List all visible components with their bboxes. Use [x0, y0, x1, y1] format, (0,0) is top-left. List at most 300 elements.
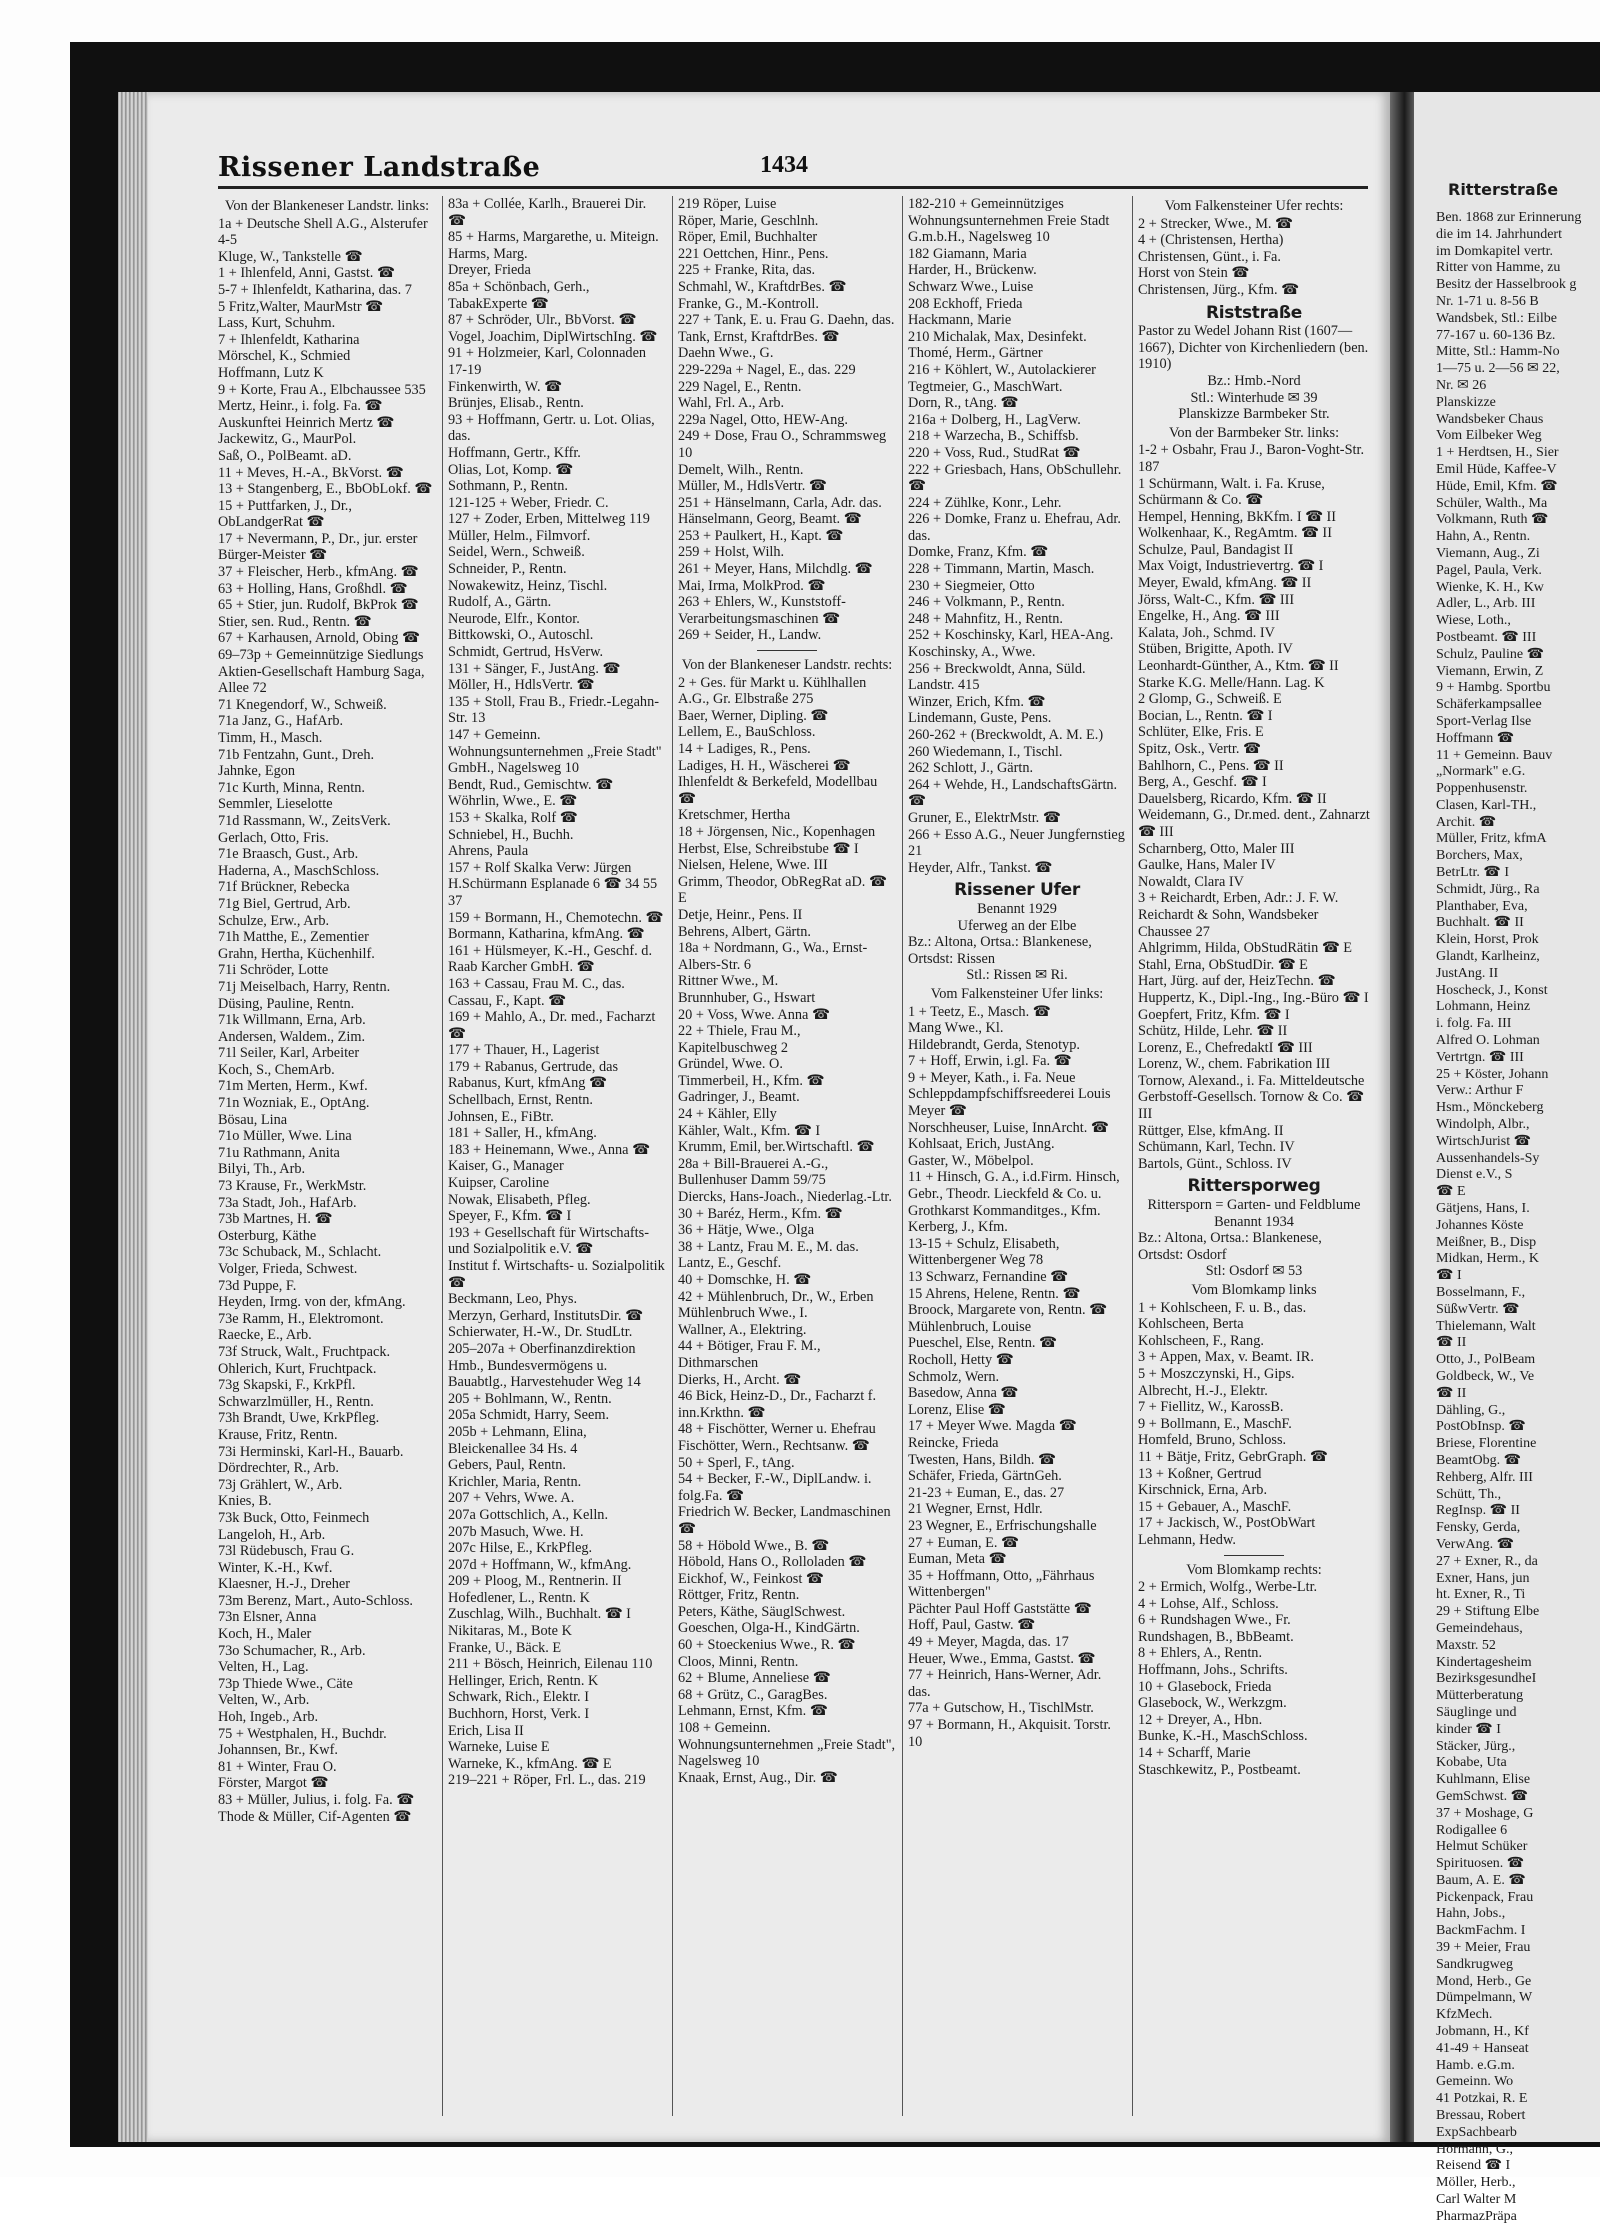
directory-entry: Viemann, Aug., Zi — [1436, 545, 1540, 561]
directory-entry: Pächter Paul Hoff Gaststätte ☎ — [908, 1600, 1092, 1617]
directory-entry: 205–207a + Oberfinanzdirektion Hmb., Bundesvermögens u. Bauabtlg., Harvestehuder Weg 14 — [448, 1340, 641, 1391]
directory-entry: Wahl, Frl. A., Arb. — [678, 395, 785, 412]
directory-entry: Stäcker, Jürg., — [1436, 1738, 1516, 1754]
directory-entry: Euman, Meta ☎ — [908, 1551, 1007, 1568]
directory-entry: Gründel, Wwe. O. — [678, 1056, 783, 1073]
directory-entry: Maxstr. 52 — [1436, 1637, 1496, 1653]
directory-entry: Bressau, Robert — [1436, 2108, 1526, 2124]
directory-entry: Baum, A. E. ☎ — [1436, 1872, 1526, 1888]
directory-entry: Scharnberg, Otto, Maler III — [1138, 840, 1295, 857]
directory-entry: 207c Hilse, E., KrkPfleg. — [448, 1540, 593, 1557]
directory-entry: Ladiges, H. H., Wäscherei ☎ — [678, 757, 851, 774]
directory-entry: Beckmann, Leo, Phys. — [448, 1291, 578, 1308]
directory-entry: Lorenz, Elise ☎ — [908, 1401, 1006, 1418]
directory-entry: 71c Kurth, Minna, Rentn. — [218, 779, 365, 796]
directory-entry: Institut f. Wirtschafts- u. Sozialpolitik ☎ — [448, 1258, 665, 1291]
directory-entry: Diercks, Hans-Joach., Niederlag.-Ltr. — [678, 1189, 892, 1206]
directory-entry: Müller, Helm., Filmvorf. — [448, 527, 591, 544]
directory-entry: Hahn, Jobs., — [1436, 1906, 1506, 1922]
column-divider — [902, 196, 903, 2116]
directory-entry: 71h Matthe, E., Zementier — [218, 929, 369, 946]
directory-entry: 77 + Heinrich, Hans-Werner, Adr. das. — [908, 1667, 1102, 1700]
directory-entry: Nowakewitz, Heinz, Tischl. — [448, 577, 608, 594]
directory-entry: Warneke, K., kfmAng. ☎ E — [448, 1755, 612, 1772]
directory-entry: Wiese, Loth., — [1436, 613, 1511, 629]
directory-entry: Meißner, B., Disp — [1436, 1234, 1537, 1250]
directory-entry: Stier, sen. Rud., Rentn. ☎ — [218, 613, 372, 630]
directory-entry: 36 + Hätje, Wwe., Olga — [678, 1222, 815, 1239]
directory-entry: 4 + Lohse, Alf., Schloss. — [1138, 1595, 1279, 1612]
directory-entry: Schmidt, Jürg., Ra — [1436, 881, 1540, 897]
directory-entry: Ihlenfeldt & Berkefeld, Modellbau ☎ — [678, 774, 878, 807]
directory-entry: Schmidt, Gertrud, HsVerw. — [448, 644, 604, 661]
directory-entry: Müller, Fritz, kfmA — [1436, 831, 1547, 847]
directory-entry: Tank, Ernst, KraftdrBes. ☎ — [678, 328, 840, 345]
directory-entry: 157 + Rolf Skalka Verw: Jürgen H.Schürmann Esplanade 6 ☎ 34 55 37 — [448, 859, 658, 909]
directory-entry: Koschinsky, A., Wwe. — [908, 644, 1036, 661]
directory-entry: Krichler, Maria, Rentn. — [448, 1473, 582, 1490]
directory-entry: 73k Buck, Otto, Feinmech — [218, 1509, 370, 1526]
directory-entry: Hofedlener, L., Rentn. K — [448, 1589, 590, 1606]
directory-entry: 71n Wozniak, E., OptAng. — [218, 1095, 370, 1112]
directory-entry: VerwAng. ☎ — [1436, 1536, 1515, 1552]
directory-entry: Christensen, Günt., i. Fa. — [1138, 248, 1281, 265]
directory-entry: Kluge, W., Tankstelle ☎ — [218, 248, 363, 265]
directory-entry: Hoff, Paul, Gastw. ☎ — [908, 1617, 1036, 1634]
directory-entry: Hart, Jürg. auf der, HeizTechn. ☎ — [1138, 973, 1336, 990]
directory-entry: 29 + Stiftung Elbe — [1436, 1604, 1540, 1620]
directory-entry: 7 + Hoff, Erwin, i.gl. Fa. ☎ — [908, 1053, 1072, 1070]
directory-entry: Gerlach, Otto, Fris. — [218, 829, 329, 846]
directory-entry: Stl.: Rissen ✉ Ri. — [966, 967, 1068, 984]
directory-entry: Dienst e.V., S — [1436, 1167, 1513, 1183]
directory-entry: 207a Gottschlich, A., Kelln. — [448, 1506, 609, 1523]
directory-entry: 71g Biel, Gertrud, Arb. — [218, 895, 351, 912]
directory-entry: Lindemann, Guste, Pens. — [908, 710, 1052, 727]
directory-entry: Bartols, Günt., Schloss. IV — [1138, 1155, 1292, 1172]
directory-entry: 77-167 u. 60-136 Bz. — [1436, 327, 1556, 343]
directory-entry: 207b Masuch, Wwe. H. — [448, 1523, 584, 1540]
directory-entry: Schäferkampsallee — [1436, 697, 1542, 713]
directory-entry: Bocian, L., Rentn. ☎ I — [1138, 707, 1273, 724]
directory-entry: 71k Willmann, Erna, Arb. — [218, 1012, 366, 1029]
directory-entry: 73i Herminski, Karl-H., Bauarb. — [218, 1443, 404, 1460]
directory-entry: 159 + Bormann, H., Chemotechn. ☎ — [448, 909, 664, 926]
directory-entry: Jackewitz, G., MaurPol. — [218, 431, 357, 448]
directory-entry: Rüttger, Else, kfmAng. II — [1138, 1122, 1284, 1139]
directory-entry: Lass, Kurt, Schuhm. — [218, 315, 336, 332]
directory-entry: Lellem, E., BauSchloss. — [678, 724, 816, 741]
directory-entry: Bahlhorn, C., Pens. ☎ II — [1138, 757, 1284, 774]
directory-entry: Baer, Werner, Dipling. ☎ — [678, 707, 829, 724]
directory-entry: 71o Müller, Wwe. Lina — [218, 1128, 352, 1145]
directory-entry: 161 + Hülsmeyer, K.-H., Geschf. d. Raab Karcher GmbH. ☎ — [448, 942, 653, 976]
directory-entry: Jörss, Walt-C., Kfm. ☎ III — [1138, 591, 1295, 608]
directory-entry: Glandt, Karlheinz, — [1436, 949, 1540, 965]
directory-entry: Schäfer, Frieda, GärtnGeh. — [908, 1468, 1062, 1485]
directory-entry: Mond, Herb., Ge — [1436, 1973, 1532, 1989]
directory-entry: 27 + Exner, R., da — [1436, 1553, 1538, 1569]
directory-entry: Vogel, Joachim, DiplWirtschIng. ☎ — [448, 328, 658, 345]
directory-entry: 97 + Bormann, H., Akquisit. Torstr. 10 — [908, 1717, 1111, 1750]
directory-entry: Glasebock, W., Werkzgm. — [1138, 1695, 1287, 1712]
directory-entry: Rudolf, A., Gärtn. — [448, 594, 552, 611]
directory-entry: Grahn, Hertha, Küchenhilf. — [218, 945, 375, 962]
directory-entry: Sport-Verlag Ilse — [1436, 713, 1532, 729]
directory-entry: 9 + Korte, Frau A., Elbchaussee 535 — [218, 381, 426, 398]
directory-entry: Otto, J., PolBeam — [1436, 1352, 1536, 1368]
directory-entry: Johannes Köste — [1436, 1217, 1524, 1233]
directory-entry: 253 + Paulkert, H., Kapt. ☎ — [678, 527, 844, 544]
directory-entry: 27 + Euman, E. ☎ — [908, 1534, 1019, 1551]
directory-entry: Engelke, H., Ang. ☎ III — [1138, 608, 1280, 625]
directory-entry: Friedrich W. Becker, Landmaschinen ☎ — [678, 1504, 891, 1537]
directory-entry: Semmler, Lieselotte — [218, 796, 333, 813]
directory-entry: Auskunftei Heinrich Mertz ☎ — [218, 414, 395, 431]
directory-entry: Dähling, G., — [1436, 1402, 1506, 1418]
directory-entry: Wallner, A., Elektring. — [678, 1321, 807, 1338]
directory-entry: Mertz, Heinr., i. folg. Fa. ☎ — [218, 398, 383, 415]
directory-entry: 14 + Ladiges, R., Pens. — [678, 741, 811, 757]
directory-entry: 71m Merten, Herm., Kwf. — [218, 1078, 368, 1095]
directory-entry: Cloos, Minni, Rentn. — [678, 1653, 799, 1670]
directory-entry: Archit. ☎ — [1436, 814, 1497, 830]
directory-entry: 71j Meiselbach, Harry, Rentn. — [218, 978, 391, 995]
directory-entry: 44 + Bötiger, Frau F. M., Dithmarschen — [678, 1338, 821, 1371]
directory-entry: Krause, Fritz, Rentn. — [218, 1426, 338, 1443]
directory-entry: 225 + Franke, Rita, das. — [678, 262, 816, 279]
directory-entry: Hsm., Mönckeberg — [1436, 1100, 1544, 1116]
directory-entry: Gaster, W., Möbelpol. — [908, 1152, 1034, 1169]
directory-entry: BetrLtr. ☎ I — [1436, 865, 1510, 881]
directory-entry: Ohlerich, Kurt, Fruchtpack. — [218, 1360, 377, 1377]
directory-entry: Haderna, A., MaschSchloss. — [218, 862, 380, 879]
directory-entry: 183 + Heinemann, Wwe., Anna ☎ — [448, 1141, 650, 1158]
directory-entry: Lorenz, W., chem. Fabrikation III — [1138, 1056, 1331, 1073]
directory-entry: 177 + Thauer, H., Lagerist — [448, 1042, 600, 1059]
directory-entry: Dauelsberg, Ricardo, Kfm. ☎ II — [1138, 790, 1327, 807]
directory-entry: ☎ I — [1436, 1268, 1462, 1284]
directory-entry: Volger, Frieda, Schwest. — [218, 1261, 358, 1277]
directory-entry: Grimm, Theodor, ObRegRat aD. ☎ E — [678, 873, 887, 907]
directory-entry: Fensky, Gerda, — [1436, 1520, 1521, 1536]
directory-entry: Spitz, Osk., Vertr. ☎ — [1138, 741, 1261, 757]
directory-entry: Schierwater, H.-W., Dr. StudLtr. — [448, 1324, 633, 1341]
directory-entry: Säuglinge und — [1436, 1704, 1517, 1720]
directory-entry: Christensen, Jürg., Kfm. ☎ — [1138, 281, 1299, 298]
directory-entry: Klaesner, H.-J., Dreher — [218, 1576, 351, 1593]
directory-entry: 262 Schlott, J., Gärtn. — [908, 760, 1034, 777]
directory-entry: 218 + Warzecha, B., Schiffsb. — [908, 428, 1079, 445]
directory-entry: Wolkenhaar, K., RegAmtm. ☎ II — [1138, 525, 1332, 542]
directory-entry: 68 + Grütz, C., GaragBes. — [678, 1686, 828, 1703]
directory-entry: Meyer, Ewald, kfmAng. ☎ II — [1138, 575, 1312, 592]
directory-entry: 69–73p + Gemeinnützige Siedlungs Aktien-Gesellschaft Hamburg Saga, Allee 72 — [218, 647, 425, 697]
directory-entry: 48 + Fischötter, Werner u. Ehefrau — [678, 1421, 876, 1438]
directory-entry: Höbold, Hans O., Rolloladen ☎ — [678, 1554, 867, 1571]
directory-entry: 20 + Voss, Wwe. Anna ☎ — [678, 1006, 830, 1023]
directory-entry: kinder ☎ I — [1436, 1721, 1501, 1737]
directory-entry: Kretschmer, Hertha — [678, 807, 791, 824]
directory-entry: Schmolz, Wern. — [908, 1368, 1000, 1385]
directory-entry: Stahl, Erna, ObStudDir. ☎ E — [1138, 956, 1308, 973]
directory-entry: Bendt, Rud., Gemischtw. ☎ — [448, 776, 614, 793]
directory-entry: 54 + Becker, F.-W., DiplLandw. i. folg.Fa. ☎ — [678, 1471, 872, 1504]
directory-entry: 65 + Stier, jun. Rudolf, BkProk ☎ — [218, 597, 419, 614]
directory-entry: 73n Elsner, Anna — [218, 1609, 317, 1626]
directory-entry: Mitte, Stl.: Hamm-No — [1436, 344, 1560, 360]
directory-entry: Lorenz, E., ChefredaktI ☎ III — [1138, 1039, 1313, 1056]
directory-entry: 46 Bick, Heinz-D., Dr., Facharzt f. inn.Krkthn. ☎ — [678, 1388, 877, 1421]
directory-entry: Koch, H., Maler — [218, 1626, 312, 1643]
directory-entry: Johannsen, Br., Kwf. — [218, 1742, 338, 1759]
directory-entry: Winzer, Erich, Kfm. ☎ — [908, 693, 1046, 710]
directory-entry: Zuschlag, Wilh., Buchhalt. ☎ I — [448, 1606, 631, 1623]
directory-entry: Kohlsaat, Erich, JustAng. — [908, 1136, 1055, 1153]
directory-entry: Hormann, G., — [1436, 2141, 1513, 2157]
directory-entry: 210 Michalak, Max, Desinfekt. — [908, 328, 1087, 345]
directory-entry: Kähler, Walt., Kfm. ☎ I — [678, 1122, 821, 1139]
directory-entry: Wandsbeker Chaus — [1436, 411, 1544, 427]
directory-entry: Mai, Irma, MolkProd. ☎ — [678, 577, 826, 594]
directory-entry: Planskizze Barmbeker Str. — [1178, 406, 1330, 423]
directory-entry: Helmut Schüker — [1436, 1839, 1528, 1855]
directory-entry: Johnsen, E., FiBtr. — [448, 1108, 554, 1125]
directory-entry: Dorn, R., tAng. ☎ — [908, 395, 1019, 412]
directory-entry: PharmazPräpa — [1436, 2208, 1517, 2224]
directory-entry: Daehn Wwe., G. — [678, 345, 774, 362]
directory-entry: Speyer, F., Kfm. ☎ I — [448, 1208, 572, 1225]
directory-entry: 25 + Köster, Johann — [1436, 1066, 1549, 1082]
directory-entry: Bilyi, Th., Arb. — [218, 1161, 306, 1178]
directory-entry: Mühlenbruch Wwe., I. — [678, 1305, 808, 1322]
directory-entry: Mörschel, K., Schmied — [218, 348, 351, 365]
directory-entry: 2 + Ermich, Wolfg., Werbe-Ltr. — [1138, 1579, 1318, 1596]
directory-entry: Seidel, Wern., Schweiß. — [448, 544, 585, 561]
directory-entry: Rocholl, Hetty ☎ — [908, 1351, 1014, 1368]
directory-entry: Sothmann, P., Rentn. — [448, 478, 568, 495]
directory-entry: Kobabe, Uta — [1436, 1755, 1507, 1771]
directory-entry: 5 Fritz,Walter, MaurMstr ☎ — [218, 298, 383, 315]
directory-entry: 60 + Stoeckenius Wwe., R. ☎ — [678, 1637, 856, 1654]
directory-entry: Domke, Franz, Kfm. ☎ — [908, 544, 1049, 561]
directory-entry: 17 + Nevermann, P., Dr., jur. erster Bürger-Meister ☎ — [218, 530, 418, 564]
directory-entry: 9 + Bollmann, E., MaschF. — [1138, 1415, 1292, 1432]
directory-entry: 219–221 + Röper, Frl. L., das. 219 — [448, 1772, 646, 1789]
directory-entry: Ben. 1868 zur Erinnerung — [1436, 210, 1582, 225]
directory-entry: Schütz, Hilde, Lehr. ☎ II — [1138, 1023, 1288, 1040]
directory-entry: Exner, Hans, jun — [1436, 1570, 1530, 1586]
section-heading: Vom Blomkamp links — [1191, 1282, 1317, 1298]
directory-entry: Aussenhandels-Sy — [1436, 1150, 1540, 1166]
directory-entry: ☎ II — [1436, 1385, 1467, 1401]
directory-entry: Staschkewitz, P., Postbeamt. — [1138, 1761, 1301, 1778]
directory-entry: 1 + Ihlenfeld, Anni, Gastst. ☎ — [218, 265, 395, 282]
directory-entry: Erich, Lisa II — [448, 1722, 524, 1739]
directory-entry: Bösau, Lina — [218, 1111, 288, 1128]
directory-entry: Hildebrandt, Gerda, Stenotyp. — [908, 1036, 1080, 1053]
directory-entry: Wöhrlin, Wwe., E. ☎ — [448, 793, 578, 810]
directory-entry: 21-23 + Euman, E., das. 27 — [908, 1484, 1065, 1501]
directory-entry: 248 + Mahnfitz, H., Rentn. — [908, 610, 1063, 627]
directory-entry: 71e Braasch, Gust., Arb. — [218, 846, 359, 863]
directory-entry: Kohlscheen, Berta — [1138, 1316, 1244, 1333]
directory-entry: Twesten, Hans, Bildh. ☎ — [908, 1451, 1056, 1468]
directory-entry: Velten, H., Lag. — [218, 1659, 309, 1676]
directory-entry: 266 + Esso A.G., Neuer Jungfernstieg 21 — [908, 826, 1125, 860]
directory-entry: 71a Janz, G., HafArb. — [218, 713, 344, 730]
directory-entry: Osterburg, Käthe — [218, 1227, 317, 1244]
directory-entry: Hellinger, Erich, Rentn. K — [448, 1672, 599, 1689]
directory-entry: 1-2 + Osbahr, Frau J., Baron-Voght-Str. 187 — [1138, 442, 1365, 475]
directory-entry: Timmerbeil, H., Kfm. ☎ — [678, 1072, 825, 1089]
street-heading: Rissener Ufer — [954, 880, 1080, 901]
directory-entry: 260-262 + (Breckwoldt, A. M. E.) — [908, 727, 1104, 743]
directory-entry: 269 + Seider, H., Landw. — [678, 627, 822, 644]
directory-entry: 252 + Koschinsky, Karl, HEA-Ang. — [908, 627, 1114, 644]
directory-entry: PostObInsp. ☎ — [1436, 1419, 1526, 1435]
directory-entry: Nielsen, Helene, Wwe. III — [678, 857, 828, 874]
directory-entry: Schütt, Th., — [1436, 1486, 1502, 1502]
directory-entry: Röper, Emil, Buchhalter — [678, 229, 818, 246]
directory-entry: Viemann, Erwin, Z — [1436, 663, 1544, 679]
directory-entry: 38 + Lantz, Frau M. E., M. das. — [678, 1238, 859, 1255]
directory-entry: 230 + Siegmeier, Otto — [908, 577, 1035, 594]
directory-entry: 17 + Meyer Wwe. Magda ☎ — [908, 1418, 1077, 1435]
directory-entry: 73g Skapski, F., KrkPfl. — [218, 1377, 356, 1394]
directory-entry: Windolph, Albr., — [1436, 1117, 1530, 1133]
directory-entry: Buchhalt. ☎ II — [1436, 915, 1524, 931]
directory-entry: 71u Rathmann, Anita — [218, 1144, 340, 1161]
directory-entry: 261 + Meyer, Hans, Milchdlg. ☎ — [678, 561, 873, 578]
directory-entry: Hahn, A., Rentn. — [1436, 529, 1531, 545]
directory-entry: 256 + Breckwoldt, Anna, Süld. Landstr. 415 — [908, 660, 1086, 694]
directory-entry: i. folg. Fa. III — [1436, 1016, 1512, 1032]
directory-entry: Schwarz Wwe., Luise — [908, 278, 1034, 295]
street-header: Rissener Landstraße — [218, 152, 541, 183]
directory-column-3 — [678, 196, 896, 2116]
directory-entry: 73d Puppe, F. — [218, 1277, 297, 1294]
directory-entry: 249 + Dose, Frau O., Schrammsweg 10 — [678, 428, 887, 461]
directory-entry: Lehmann, Ernst, Kfm. ☎ — [678, 1703, 828, 1720]
directory-entry: Klein, Horst, Prok — [1436, 932, 1539, 948]
directory-entry: ☎ II — [1436, 1335, 1467, 1351]
directory-entry: 263 + Ehlers, W., Kunststoff-Verarbeitungsmaschinen ☎ — [678, 594, 846, 627]
section-heading: Vom Falkensteiner Ufer rechts: — [1164, 198, 1344, 214]
directory-entry: 10 + Glasebock, Frieda — [1138, 1678, 1272, 1695]
directory-entry: 11 + Bätje, Fritz, GebrGraph. ☎ — [1138, 1448, 1328, 1465]
directory-entry: BeamtObg. ☎ — [1436, 1452, 1522, 1468]
directory-entry: 7 + Fiellitz, W., KarossB. — [1138, 1399, 1284, 1416]
directory-entry: Sandkrugweg — [1436, 1956, 1513, 1972]
directory-entry: Clasen, Karl-TH., — [1436, 797, 1537, 813]
directory-entry: 221 Oettchen, Hinr., Pens. — [678, 245, 829, 262]
directory-column-5 — [1138, 196, 1370, 2116]
directory-entry: Goepfert, Fritz, Kfm. ☎ I — [1138, 1006, 1290, 1023]
directory-entry: Rehberg, Alfr. III — [1436, 1469, 1533, 1485]
header-rule — [218, 186, 1368, 189]
directory-entry: Detje, Heinr., Pens. II — [678, 906, 803, 923]
directory-entry: 2 + Strecker, Wwe., M. ☎ — [1138, 215, 1293, 232]
directory-entry: 73f Struck, Walt., Fruchtpack. — [218, 1343, 391, 1360]
directory-column-4 — [908, 196, 1126, 2116]
directory-column-2 — [448, 196, 666, 2116]
directory-entry: Möller, H., HdlsVertr. ☎ — [448, 677, 595, 694]
next-page-street-header: Ritterstraße — [1448, 180, 1559, 199]
directory-entry: SüßwVertr. ☎ — [1436, 1301, 1520, 1317]
directory-entry: Timm, H., Masch. — [218, 730, 323, 746]
directory-entry: Nr. ✉ 26 — [1436, 377, 1487, 393]
directory-entry: Pagel, Paula, Verk. — [1436, 562, 1542, 578]
directory-entry: 121-125 + Weber, Friedr. C. — [448, 494, 609, 511]
directory-entry: 108 + Gemeinn. Wohnungsunternehmen „Freie Stadt", Nagelsweg 10 — [678, 1720, 896, 1770]
street-heading: Rittersporweg — [1187, 1176, 1321, 1197]
directory-entry: Briese, Florentine — [1436, 1436, 1537, 1452]
directory-entry: Hoffmann ☎ — [1436, 730, 1515, 746]
directory-entry: Pickenpack, Frau — [1436, 1889, 1534, 1905]
directory-entry: 12 + Dreyer, A., Hbn. — [1138, 1711, 1263, 1728]
directory-entry: 41-49 + Hanseat — [1436, 2040, 1529, 2056]
directory-entry: 11 + Gemeinn. Bauv — [1436, 747, 1553, 763]
directory-entry: Neurode, Elfr., Kontor. — [448, 610, 580, 627]
directory-entry: 73h Brandt, Uwe, KrkPfleg. — [218, 1410, 380, 1427]
directory-entry: 63 + Holling, Hans, Großhdl. ☎ — [218, 580, 408, 597]
directory-entry: Kuhlmann, Elise — [1436, 1772, 1531, 1788]
directory-entry: 71f Brückner, Rebecka — [218, 879, 350, 896]
directory-entry: Nowak, Elisabeth, Pfleg. — [448, 1191, 591, 1208]
section-heading: Von der Blankeneser Landstr. links: — [224, 198, 430, 214]
directory-entry: 147 + Gemeinn. Wohnungsunternehmen „Freie Stadt" GmbH., Nagelsweg 10 — [448, 727, 662, 777]
directory-entry: Planthaber, Eva, — [1436, 898, 1528, 914]
directory-entry: Jahnke, Egon — [218, 763, 296, 780]
directory-entry: 208 Eckhoff, Frieda — [908, 295, 1023, 312]
directory-entry: Spirituosen. ☎ — [1436, 1856, 1525, 1872]
directory-entry: Dümpelmann, W — [1436, 1990, 1533, 2006]
section-separator — [1224, 1555, 1284, 1556]
directory-entry: Raecke, E., Arb. — [218, 1327, 312, 1344]
directory-entry: Starke K.G. Melle/Hann. Lag. K — [1138, 674, 1325, 691]
directory-entry: 224 + Zühlke, Konr., Lehr. — [908, 494, 1062, 511]
directory-entry: 207d + Hoffmann, W., kfmAng. — [448, 1556, 632, 1573]
directory-entry: Velten, W., Arb. — [218, 1692, 310, 1709]
street-heading: Riststraße — [1205, 302, 1303, 323]
next-page-column — [1436, 210, 1600, 2224]
directory-entry: 9 + Hambg. Sportbu — [1436, 680, 1551, 696]
directory-entry: Nowaldt, Clara IV — [1138, 873, 1245, 890]
directory-entry: 24 + Kähler, Elly — [678, 1106, 777, 1123]
directory-entry: Koch, S., ChemArb. — [218, 1061, 335, 1078]
directory-entry: 14 + Scharff, Marie — [1138, 1745, 1251, 1762]
directory-entry: Schulze, Erw., Arb. — [218, 912, 330, 929]
directory-entry: Stl.: Winterhude ✉ 39 — [1190, 389, 1318, 406]
directory-entry: 207 + Vehrs, Wwe. A. — [448, 1490, 575, 1507]
directory-entry: Knies, B. — [218, 1493, 272, 1510]
directory-entry: 13 + Koßner, Gertrud — [1138, 1465, 1262, 1482]
directory-entry: 18a + Nordmann, G., Wa., Ernst-Albers-Str. 6 — [678, 940, 868, 973]
directory-entry: Kuipser, Caroline — [448, 1175, 550, 1192]
directory-entry: 205a Schmidt, Harry, Seem. — [448, 1407, 610, 1424]
directory-entry: 6 + Rundshagen Wwe., Fr. — [1138, 1612, 1291, 1629]
directory-entry: Krumm, Emil, ber.Wirtschaftl. ☎ — [678, 1139, 875, 1156]
directory-entry: Kaiser, G., Manager — [448, 1158, 564, 1175]
directory-entry: 73 Krause, Fr., WerkMstr. — [218, 1178, 367, 1195]
directory-entry: 41 Potzkai, R. E — [1436, 2091, 1528, 2107]
directory-entry: 49 + Meyer, Magda, das. 17 — [908, 1634, 1069, 1651]
directory-entry: Heuer, Wwe., Emma, Gastst. ☎ — [908, 1650, 1096, 1667]
directory-entry: Schellbach, Ernst, Rentn. — [448, 1092, 593, 1109]
directory-entry: 182-210 + Gemeinnütziges Wohnungsunternehmen Freie Stadt G.m.b.H., Nagelsweg 10 — [908, 196, 1110, 246]
directory-entry: GemSchwst. ☎ — [1436, 1788, 1529, 1804]
